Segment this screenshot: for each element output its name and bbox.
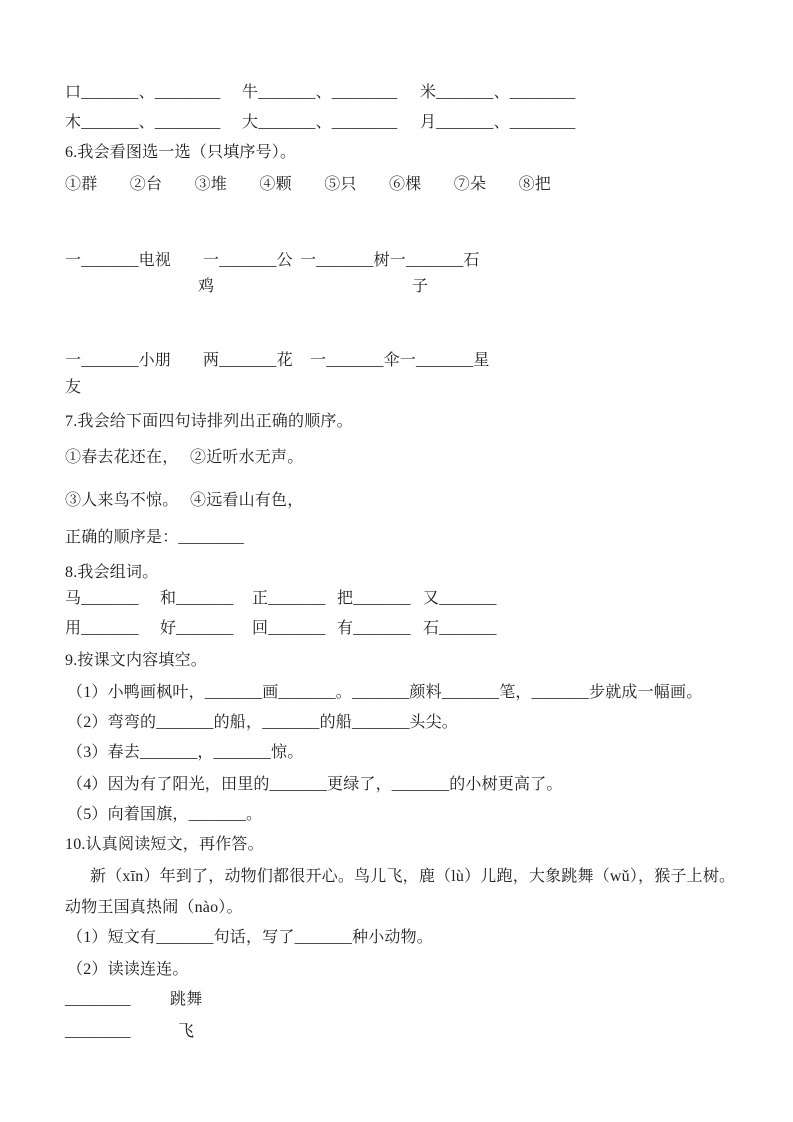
q9-item-5: （5）向着国旗，_______。 (67, 806, 263, 823)
q5-row2-item2: 大_______、________ (242, 114, 398, 131)
q5-row1-item1: 口_______、________ (65, 84, 221, 101)
q6-options: ①群 ②台 ③堆 ④颗 ⑤只 ⑥棵 ⑦朵 ⑧把 (65, 176, 552, 193)
q5-row2-item3: 月_______、________ (420, 114, 576, 131)
q7-line1-part1: ①春去花还在， (65, 449, 179, 466)
q7-title: 7.我会给下面四句诗排列出正确的顺序。 (65, 413, 353, 430)
q10-match-label-2: 飞 (178, 1023, 195, 1040)
q6-row1-item3: 一_______树一_______石 (300, 252, 480, 269)
q6-row2-item2: 两_______花 (203, 352, 293, 369)
q9-item-3: （3）春去_______，_______惊。 (67, 744, 304, 761)
q10-item-2: （2）读读连连。 (67, 961, 189, 978)
q9-item-4: （4）因为有了阳光，田里的_______更绿了，_______的小树更高了。 (67, 776, 563, 793)
q8-row1-item3: 正_______ (252, 590, 326, 607)
q10-match-blank-1: ________ (65, 991, 131, 1008)
q9-title: 9.按课文内容填空。 (65, 652, 208, 669)
q9-item-1: （1）小鸭画枫叶，_______画_______。_______颜料_______笔，_______步就成一幅画。 (67, 684, 703, 701)
q6-row1-item1: 一_______电视 (65, 252, 172, 269)
q7-line2-part2: ④远看山有色， (190, 492, 304, 509)
q7-line1-part2: ②近听水无声。 (190, 449, 304, 466)
q8-row1-item4: 把_______ (337, 590, 411, 607)
q5-row2-item1: 木_______、________ (65, 114, 221, 131)
q5-row1-item2: 牛_______、________ (242, 84, 398, 101)
q8-row2-item2: 好_______ (160, 620, 234, 637)
q8-row1-item5: 又_______ (423, 590, 497, 607)
q8-row2-item5: 石_______ (423, 620, 497, 637)
q8-title: 8.我会组词。 (65, 564, 159, 581)
q8-row2-item1: 用_______ (65, 620, 139, 637)
q7-line2-part1: ③人来鸟不惊。 (65, 492, 179, 509)
q6-title: 6.我会看图选一选（只填序号）。 (65, 144, 297, 161)
q6-row1-wrap-zi: 子 (412, 278, 429, 295)
q8-row2-item3: 回_______ (252, 620, 326, 637)
q8-row1-item2: 和_______ (160, 590, 234, 607)
q6-row1-item2: 一_______公 (203, 252, 293, 269)
q6-row2-wrap-you: 友 (65, 379, 82, 396)
q10-title: 10.认真阅读短文，再作答。 (65, 836, 264, 853)
q5-row1-item3: 米_______、________ (420, 84, 576, 101)
q7-answer-line: 正确的顺序是：________ (65, 529, 245, 546)
q10-match-blank-2: ________ (65, 1023, 131, 1040)
q6-row2-item1: 一_______小朋 (65, 352, 172, 369)
q8-row2-item4: 有_______ (337, 620, 411, 637)
q8-row1-item1: 马_______ (65, 590, 139, 607)
q10-match-label-1: 跳舞 (170, 991, 203, 1008)
q6-row1-wrap-ji: 鸡 (198, 278, 215, 295)
q10-passage-line1: 新（xīn）年到了，动物们都很开心。鸟儿飞，鹿（lù）儿跑，大象跳舞（wǔ），猴子上树。 (90, 868, 736, 885)
q6-row2-item3: 一_______伞一_______星 (310, 352, 490, 369)
q10-item-1: （1）短文有_______句话，写了_______种小动物。 (67, 929, 434, 946)
q10-passage-line2: 动物王国真热闹（nào）。 (65, 899, 243, 916)
q9-item-2: （2）弯弯的_______的船，_______的船_______头尖。 (67, 714, 459, 731)
